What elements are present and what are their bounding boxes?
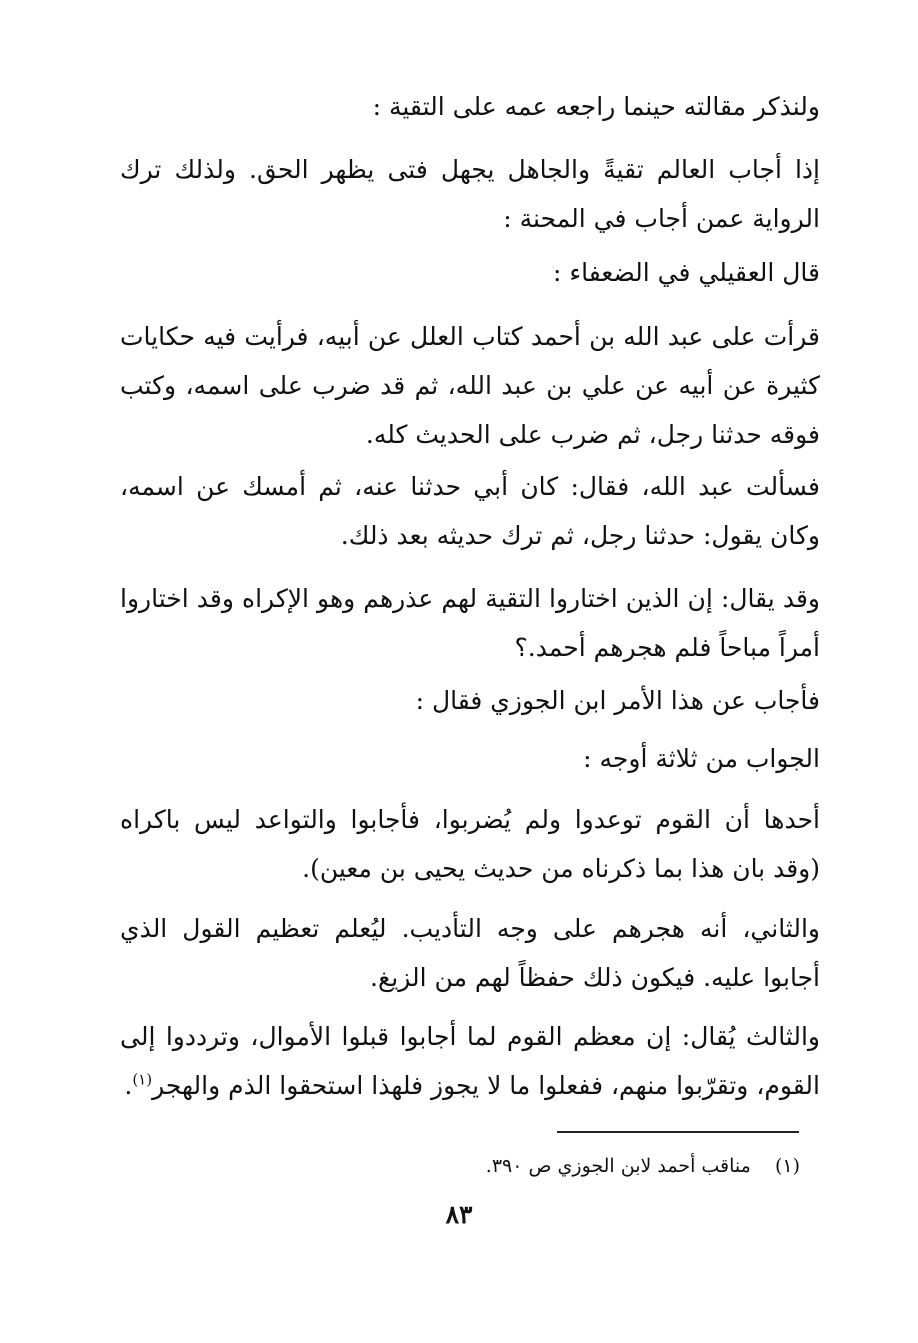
footnote-text: مناقب أحمد لابن الجوزي ص ٣٩٠. [485, 1155, 751, 1177]
paragraph-11-text: والثالث يُقال: إن معظم القوم لما أجابوا قبلوا الأموال، وترددوا إلى القوم، وتقرّبوا منهم، ففعلوا ما لا يجوز فلهذا استحقوا الذم والهجر [120, 1022, 820, 1100]
paragraph-11 [120, 1012, 820, 1110]
paragraph-4: قرأت على عبد الله بن أحمد كتاب العلل عن أبيه، فرأيت فيه حكايات كثيرة عن أبيه عن علي بن عبد الله، ثم قد ضرب على اسمه، وكتب فوقه حدثنا رجل، ثم ضرب على الحديث كله. [120, 322, 820, 449]
paragraph-7: فأجاب عن هذا الأمر ابن الجوزي فقال : [415, 686, 820, 715]
paragraph-10: والثاني، أنه هجرهم على وجه التأديب. ليُعلم تعظيم القول الذي أجابوا عليه. فيكون ذلك حفظاً لهم من الزيغ. [120, 914, 820, 992]
footnote-number: (١) [774, 1155, 800, 1177]
footnote-separator [557, 1131, 799, 1133]
paragraph-5: فسألت عبد الله، فقال: كان أبي حدثنا عنه، ثم أمسك عن اسمه، وكان يقول: حدثنا رجل، ثم ترك حديثه بعد ذلك. [120, 472, 820, 550]
footnote [486, 1152, 800, 1180]
paragraph-2: إذا أجاب العالم تقيةً والجاهل يجهل فتى يظهر الحق. ولذلك ترك الرواية عمن أجاب في المحنة : [120, 155, 820, 233]
page-number: ٨٣ [445, 1200, 473, 1229]
paragraph-1: ولنذكر مقالته حينما راجعه عمه على التقية : [372, 92, 820, 121]
paragraph-8: الجواب من ثلاثة أوجه : [583, 744, 820, 773]
paragraph-3: قال العقيلي في الضعفاء : [553, 258, 820, 287]
paragraph-6: وقد يقال: إن الذين اختاروا التقية لهم عذرهم وهو الإكراه وقد اختاروا أمراً مباحاً فلم هجرهم أحمد.؟ [120, 584, 820, 662]
paragraph-9: أحدها أن القوم توعدوا ولم يُضربوا، فأجابوا والتواعد ليس باكراه (وقد بان هذا بما ذكرناه من حديث يحيى بن معين). [120, 805, 820, 883]
footnote-reference: (١) [132, 1070, 153, 1089]
paragraph-11-period: . [124, 1071, 133, 1100]
